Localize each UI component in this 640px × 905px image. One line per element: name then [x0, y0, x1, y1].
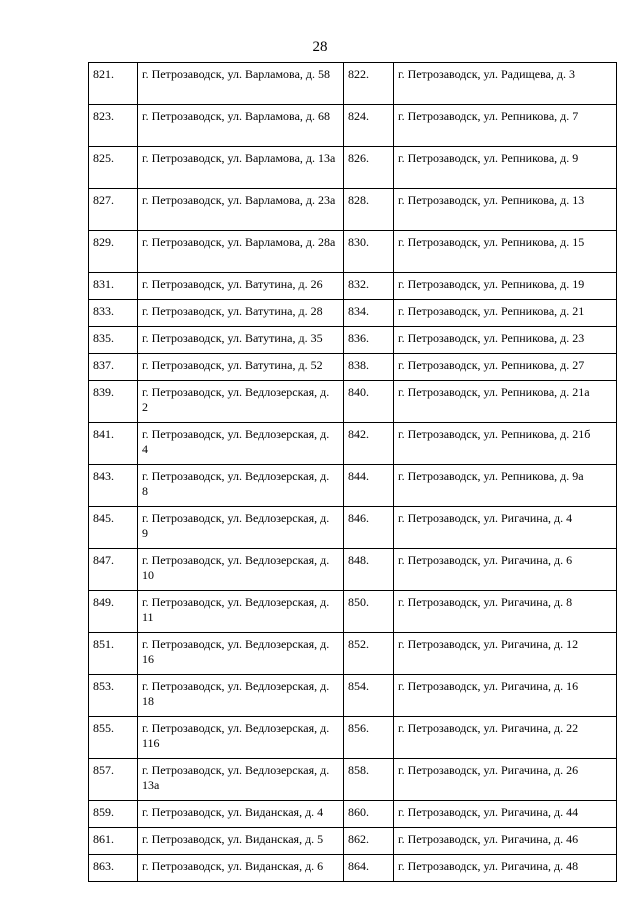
row-number-left: 851. — [89, 633, 138, 675]
address-right: г. Петрозаводск, ул. Ригачина, д. 16 — [394, 675, 617, 717]
row-number-right: 856. — [344, 717, 394, 759]
table-row — [89, 828, 617, 855]
row-number-right: 850. — [344, 591, 394, 633]
address-right: г. Петрозаводск, ул. Радищева, д. 3 — [394, 63, 617, 105]
row-number-right: 838. — [344, 354, 394, 381]
row-number-right: 864. — [344, 855, 394, 882]
address-right: г. Петрозаводск, ул. Репникова, д. 15 — [394, 231, 617, 273]
row-number-right: 828. — [344, 189, 394, 231]
address-left: г. Петрозаводск, ул. Ведлозерская, д. 10 — [138, 549, 344, 591]
row-number-right: 840. — [344, 381, 394, 423]
page-number: 28 — [312, 39, 328, 55]
row-number-left: 829. — [89, 231, 138, 273]
row-number-left: 841. — [89, 423, 138, 465]
row-number-right: 854. — [344, 675, 394, 717]
address-left: г. Петрозаводск, ул. Ведлозерская, д. 8 — [138, 465, 344, 507]
row-number-left: 823. — [89, 105, 138, 147]
row-number-left: 827. — [89, 189, 138, 231]
row-number-right: 844. — [344, 465, 394, 507]
address-left: г. Петрозаводск, ул. Ватутина, д. 52 — [138, 354, 344, 381]
row-number-right: 832. — [344, 273, 394, 300]
address-left: г. Петрозаводск, ул. Ватутина, д. 26 — [138, 273, 344, 300]
row-number-right: 862. — [344, 828, 394, 855]
table-row — [89, 300, 617, 327]
row-number-right: 848. — [344, 549, 394, 591]
table-row — [89, 633, 617, 675]
row-number-right: 852. — [344, 633, 394, 675]
row-number-right: 836. — [344, 327, 394, 354]
row-number-right: 860. — [344, 801, 394, 828]
table-row — [89, 507, 617, 549]
row-number-left: 863. — [89, 855, 138, 882]
address-left: г. Петрозаводск, ул. Ведлозерская, д. 2 — [138, 381, 344, 423]
address-left: г. Петрозаводск, ул. Виданская, д. 6 — [138, 855, 344, 882]
row-number-left: 831. — [89, 273, 138, 300]
table-row — [89, 327, 617, 354]
address-right: г. Петрозаводск, ул. Репникова, д. 13 — [394, 189, 617, 231]
row-number-right: 824. — [344, 105, 394, 147]
address-left: г. Петрозаводск, ул. Ведлозерская, д. 9 — [138, 507, 344, 549]
address-left: г. Петрозаводск, ул. Варламова, д. 23а — [138, 189, 344, 231]
table-row — [89, 675, 617, 717]
row-number-left: 833. — [89, 300, 138, 327]
address-left: г. Петрозаводск, ул. Варламова, д. 58 — [138, 63, 344, 105]
row-number-left: 861. — [89, 828, 138, 855]
address-left: г. Петрозаводск, ул. Ведлозерская, д. 18 — [138, 675, 344, 717]
table-row — [89, 273, 617, 300]
address-right: г. Петрозаводск, ул. Репникова, д. 21 — [394, 300, 617, 327]
row-number-left: 825. — [89, 147, 138, 189]
address-left: г. Петрозаводск, ул. Варламова, д. 28а — [138, 231, 344, 273]
address-right: г. Петрозаводск, ул. Репникова, д. 21а — [394, 381, 617, 423]
address-left: г. Петрозаводск, ул. Ватутина, д. 28 — [138, 300, 344, 327]
table-row — [89, 189, 617, 231]
address-right: г. Петрозаводск, ул. Ригачина, д. 12 — [394, 633, 617, 675]
row-number-left: 853. — [89, 675, 138, 717]
row-number-left: 845. — [89, 507, 138, 549]
row-number-left: 847. — [89, 549, 138, 591]
row-number-left: 835. — [89, 327, 138, 354]
address-right: г. Петрозаводск, ул. Ригачина, д. 4 — [394, 507, 617, 549]
table-row — [89, 465, 617, 507]
address-right: г. Петрозаводск, ул. Ригачина, д. 8 — [394, 591, 617, 633]
row-number-right: 830. — [344, 231, 394, 273]
address-left: г. Петрозаводск, ул. Ватутина, д. 35 — [138, 327, 344, 354]
address-left: г. Петрозаводск, ул. Виданская, д. 5 — [138, 828, 344, 855]
address-right: г. Петрозаводск, ул. Ригачина, д. 46 — [394, 828, 617, 855]
address-right: г. Петрозаводск, ул. Ригачина, д. 22 — [394, 717, 617, 759]
table-row — [89, 549, 617, 591]
table-row — [89, 855, 617, 882]
address-left: г. Петрозаводск, ул. Виданская, д. 4 — [138, 801, 344, 828]
address-right: г. Петрозаводск, ул. Репникова, д. 7 — [394, 105, 617, 147]
address-left: г. Петрозаводск, ул. Ведлозерская, д. 116 — [138, 717, 344, 759]
row-number-left: 839. — [89, 381, 138, 423]
table-row — [89, 381, 617, 423]
row-number-right: 826. — [344, 147, 394, 189]
row-number-left: 843. — [89, 465, 138, 507]
table-row — [89, 147, 617, 189]
address-right: г. Петрозаводск, ул. Ригачина, д. 26 — [394, 759, 617, 801]
row-number-left: 855. — [89, 717, 138, 759]
row-number-right: 834. — [344, 300, 394, 327]
table-row — [89, 354, 617, 381]
table-row — [89, 717, 617, 759]
address-right: г. Петрозаводск, ул. Репникова, д. 27 — [394, 354, 617, 381]
table-row — [89, 801, 617, 828]
table-row — [89, 591, 617, 633]
table-row — [89, 759, 617, 801]
row-number-right: 822. — [344, 63, 394, 105]
address-left: г. Петрозаводск, ул. Варламова, д. 13а — [138, 147, 344, 189]
row-number-left: 837. — [89, 354, 138, 381]
address-right: г. Петрозаводск, ул. Репникова, д. 23 — [394, 327, 617, 354]
address-right: г. Петрозаводск, ул. Ригачина, д. 44 — [394, 801, 617, 828]
address-right: г. Петрозаводск, ул. Репникова, д. 21б — [394, 423, 617, 465]
address-left: г. Петрозаводск, ул. Ведлозерская, д. 11 — [138, 591, 344, 633]
address-right: г. Петрозаводск, ул. Репникова, д. 9 — [394, 147, 617, 189]
address-right: г. Петрозаводск, ул. Репникова, д. 9а — [394, 465, 617, 507]
address-right: г. Петрозаводск, ул. Ригачина, д. 6 — [394, 549, 617, 591]
address-left: г. Петрозаводск, ул. Ведлозерская, д. 13а — [138, 759, 344, 801]
table-row — [89, 63, 617, 105]
row-number-right: 846. — [344, 507, 394, 549]
address-left: г. Петрозаводск, ул. Варламова, д. 68 — [138, 105, 344, 147]
address-right: г. Петрозаводск, ул. Ригачина, д. 48 — [394, 855, 617, 882]
row-number-left: 849. — [89, 591, 138, 633]
row-number-left: 821. — [89, 63, 138, 105]
row-number-left: 857. — [89, 759, 138, 801]
table-row — [89, 231, 617, 273]
address-table — [88, 62, 617, 882]
row-number-right: 858. — [344, 759, 394, 801]
table-row — [89, 423, 617, 465]
address-left: г. Петрозаводск, ул. Ведлозерская, д. 4 — [138, 423, 344, 465]
row-number-right: 842. — [344, 423, 394, 465]
table-row — [89, 105, 617, 147]
row-number-left: 859. — [89, 801, 138, 828]
address-left: г. Петрозаводск, ул. Ведлозерская, д. 16 — [138, 633, 344, 675]
address-right: г. Петрозаводск, ул. Репникова, д. 19 — [394, 273, 617, 300]
